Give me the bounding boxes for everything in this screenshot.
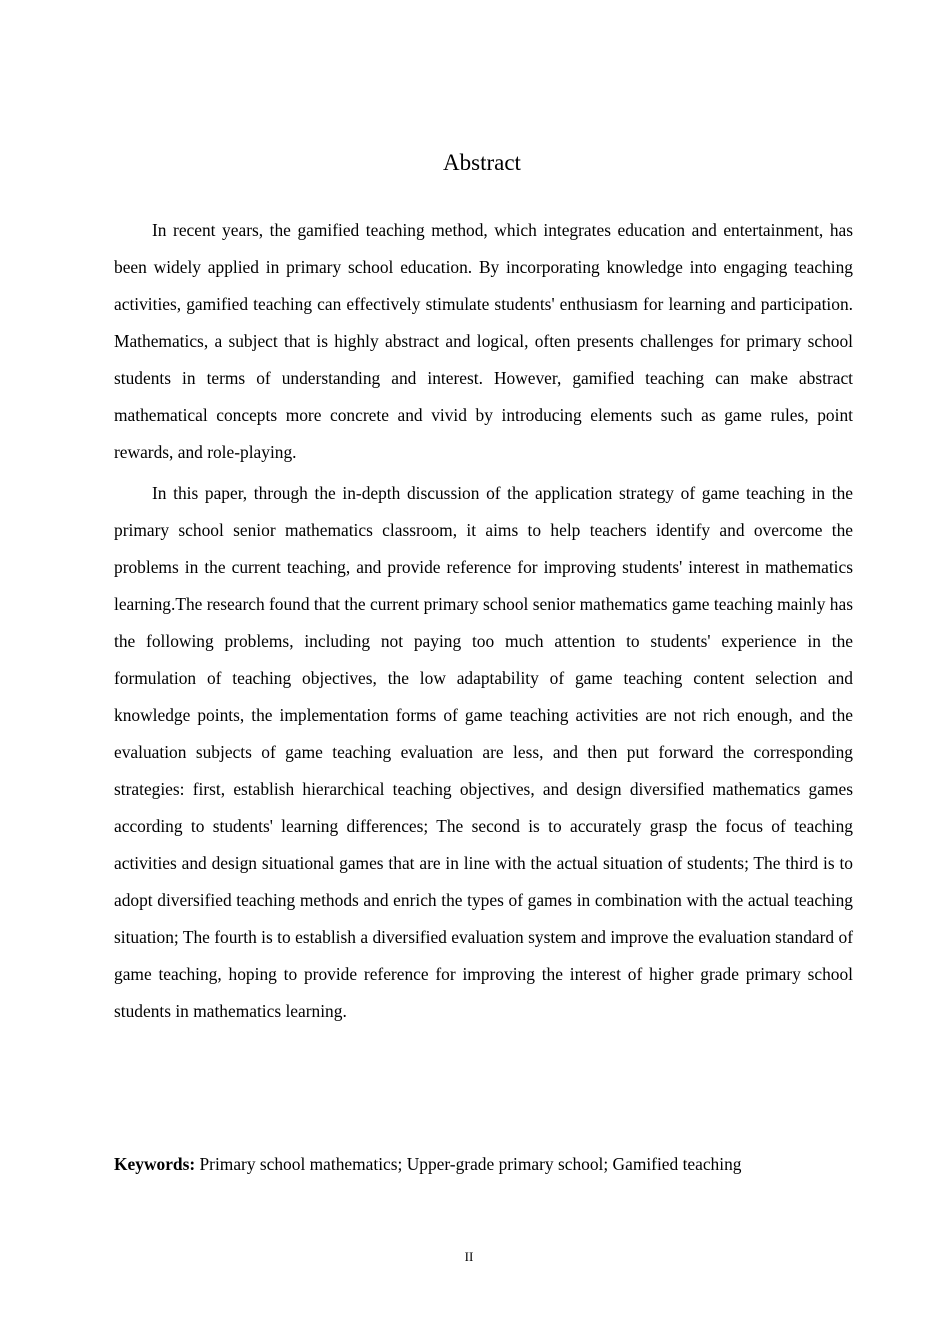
keywords-text: Primary school mathematics; Upper-grade primary school; Gamified teaching: [195, 1154, 742, 1174]
page-number: II: [464, 1249, 474, 1264]
page-title: Abstract: [443, 150, 521, 175]
keywords-label: Keywords:: [114, 1154, 196, 1174]
abstract-paragraph-1: In recent years, the gamified teaching method, which integrates education and entertainment, has been widely applied in primary school education. By incorporating knowledge into engaging teaching activities, gamified teaching can effectively stimulate students' enthusiasm for learning and participation. Mathematics, a subject that is highly abstract and logical, often presents challenges for primary school students in terms of understanding and interest. However, gamified teaching can make abstract mathematical concepts more concrete and vivid by introducing elements such as game rules, point rewards, and role-playing.: [114, 220, 853, 462]
keywords-line: [114, 1150, 853, 1178]
abstract-body: [114, 212, 853, 1034]
abstract-paragraph-2: In this paper, through the in-depth discussion of the application strategy of game teaching in the primary school senior mathematics classroom, it aims to help teachers identify and overcome the problems in the current teaching, and provide reference for improving students' interest in mathematics learning.The research found that the current primary school senior mathematics game teaching mainly has the following problems, including not paying too much attention to students' experience in the formulation of teaching objectives, the low adaptability of game teaching content selection and knowledge points, the implementation forms of game teaching activities are not rich enough, and the evaluation subjects of game teaching evaluation are less, and then put forward the corresponding strategies: first, establish hierarchical teaching objectives, and design diversified mathematics games according to students' learning differences; The second is to accurately grasp the focus of teaching activities and design situational games that are in line with the actual situation of students; The third is to adopt diversified teaching methods and enrich the types of games in combination with the actual teaching situation; The fourth is to establish a diversified evaluation system and improve the evaluation standard of game teaching, hoping to provide reference for improving the interest of higher grade primary school students in mathematics learning.: [114, 483, 853, 1021]
